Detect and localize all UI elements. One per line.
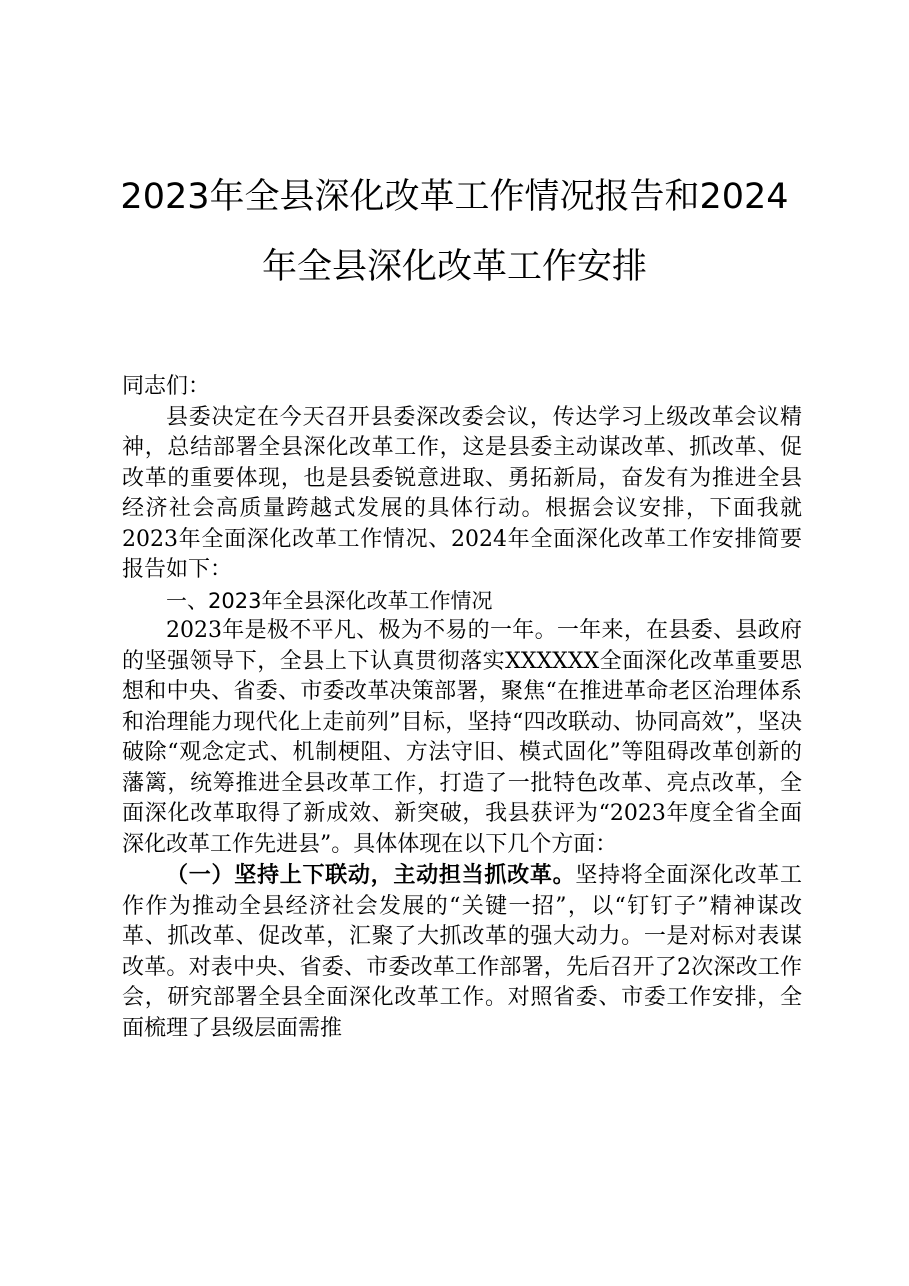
subsection-heading-1: （一）坚持上下联动，主动担当抓改革。 [166, 862, 576, 888]
section-1-paragraph: 2023年是极不平凡、极为不易的一年。一年来，在县委、县政府的坚强领导下，全县上下认真贯彻落实XXXXXX全面深化改革重要思想和中央、省委、市委改革决策部署，聚焦“在推进革命老区治理体系和治理能力现代化上走前列”目标，坚持“四改联动、协同高效”，坚决破除“观念定式、机制梗阻、方法守旧、模式固化”等阻碍改革创新的藩篱，统筹推进全县改革工作，打造了一批特色改革、亮点改革，全面深化改革取得了新成效、新突破，我县获评为“2023年度全省全面深化改革工作先进县”。具体体现在以下几个方面： [122, 618, 802, 857]
salutation: 同志们： [122, 374, 211, 399]
subsection-1-text: 坚持将全面深化改革工作作为推动全县经济社会发展的“关键一招”，以“钉钉子”精神谋改革、抓改革、促改革，汇聚了大抓改革的强大动力。一是对标对表谋改革。对表中央、省委、市委改革工作部署，先后召开了2次深改工作会，研究部署全县全面深化改革工作。对照省委、市委工作安排，全面梳理了县级层面需推 [122, 863, 802, 1041]
document-title [100, 162, 809, 302]
intro-paragraph: 县委决定在今天召开县委深改委会议，传达学习上级改革会议精神，总结部署全县深化改革工作，这是县委主动谋改革、抓改革、促改革的重要体现，也是县委锐意进取、勇拓新局，奋发有为推进全县经济社会高质量跨越式发展的具体行动。根据会议安排，下面我就2023年全面深化改革工作情况、2024年全面深化改革工作安排简要报告如下： [122, 404, 802, 582]
subsection-1-paragraph [122, 860, 802, 1044]
section-heading-1: 一、2023年全县深化改革工作情况 [166, 588, 493, 613]
document-body [122, 372, 802, 1044]
title-line-1: 2023年全县深化改革工作情况报告和2024 [120, 177, 789, 217]
title-line-2: 年全县深化改革工作安排 [261, 247, 647, 287]
